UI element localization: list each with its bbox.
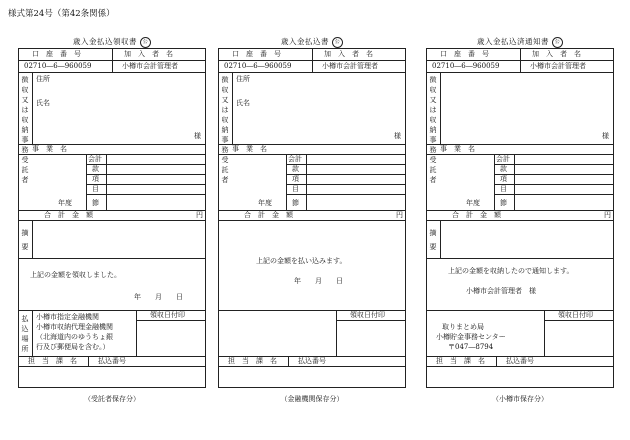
- yen-label: 円: [396, 211, 403, 219]
- footer-label: （受託者保存分）: [84, 395, 140, 403]
- year-label: 年度: [258, 199, 272, 207]
- name-label: 氏名: [36, 99, 50, 107]
- payee-name: 小樽市会計管理者: [122, 62, 178, 70]
- institution-line: 小樽市収納代理金融機関: [36, 323, 113, 331]
- collector-label: 徴収又は収納事務受託者: [429, 76, 437, 184]
- collector-label: 徴収又は収納事務受託者: [221, 76, 229, 184]
- project-name-label: 事 業 名: [440, 145, 475, 153]
- address-label: 住所: [36, 75, 50, 83]
- institution-line: 小樽市指定金融機関: [36, 313, 99, 321]
- footer-label: （金融機関保存分）: [280, 395, 344, 403]
- year-label: 年度: [58, 199, 72, 207]
- payee-heading: 加 入 者 名: [532, 50, 581, 58]
- address-label: 住所: [236, 75, 250, 83]
- budget-moku: 目: [500, 185, 507, 193]
- budget-moku: 目: [292, 185, 299, 193]
- year-label: 年度: [466, 199, 480, 207]
- seal-icon: 公: [332, 37, 343, 48]
- staff-dept-label: 担 当 課 名: [28, 357, 77, 365]
- budget-kou: 項: [92, 175, 99, 183]
- institution-line: 行及び郵便局を含む。）: [36, 343, 110, 351]
- payment-number-label: 払込番号: [298, 357, 326, 365]
- form-number-header: 様式第24号（第42条関係）: [8, 9, 115, 19]
- name-label: 氏名: [236, 99, 250, 107]
- date-line: 年 月 日: [134, 293, 183, 301]
- account-number-heading: 口 座 番 号: [32, 50, 81, 58]
- stamp-label: 領収日付印: [350, 311, 385, 319]
- total-amount-label: 合 計 金 額: [244, 211, 293, 219]
- footer-label: （小樽市保存分）: [492, 395, 548, 403]
- budget-account: 会計: [288, 155, 302, 163]
- remarks-label: 摘要: [21, 229, 29, 251]
- budget-setsu: 節: [292, 199, 299, 207]
- collection-office: 取りまとめ局: [442, 323, 484, 331]
- form-title: 歳入金払込書: [281, 37, 329, 46]
- project-name-label: 事 業 名: [32, 145, 67, 153]
- payee-name: 小樽市会計管理者: [322, 62, 378, 70]
- budget-account: 会計: [88, 155, 102, 163]
- total-amount-label: 合 計 金 額: [44, 211, 93, 219]
- receipt-message: 上記の金額を領収しました。: [30, 271, 121, 279]
- stamp-label: 領収日付印: [558, 311, 593, 319]
- sama-label: 様: [194, 132, 201, 140]
- payee-name: 小樽市会計管理者: [530, 62, 586, 70]
- budget-setsu: 節: [92, 199, 99, 207]
- payee-heading: 加 入 者 名: [324, 50, 373, 58]
- budget-kan: 款: [500, 165, 507, 173]
- sama-label: 様: [602, 132, 609, 140]
- form-title: 歳入金払込領収書: [73, 37, 137, 46]
- payment-location-label: 払込場所: [21, 315, 29, 353]
- institution-line: （北海道内のゆうちょ銀: [36, 333, 113, 341]
- budget-kan: 款: [292, 165, 299, 173]
- payment-message: 上記の金額を払い込みます。: [256, 257, 347, 265]
- form-payment-slip: [218, 37, 406, 403]
- notice-recipient: 小樽市会計管理者 様: [466, 287, 536, 295]
- collection-center: 小樽貯金事務センター: [436, 333, 506, 341]
- account-number-heading: 口 座 番 号: [440, 50, 489, 58]
- payee-heading: 加 入 者 名: [124, 50, 173, 58]
- budget-kou: 項: [500, 175, 507, 183]
- budget-kan: 款: [92, 165, 99, 173]
- budget-setsu: 節: [500, 199, 507, 207]
- payment-number-label: 払込番号: [98, 357, 126, 365]
- remarks-label: 摘要: [429, 229, 437, 251]
- yen-label: 円: [196, 211, 203, 219]
- notice-message: 上記の金額を収納したので通知します。: [448, 267, 574, 275]
- sama-label: 様: [394, 132, 401, 140]
- stamp-label: 領収日付印: [150, 311, 185, 319]
- seal-icon: 公: [552, 37, 563, 48]
- total-amount-label: 合 計 金 額: [452, 211, 501, 219]
- project-name-label: 事 業 名: [232, 145, 267, 153]
- staff-dept-label: 担 当 課 名: [228, 357, 277, 365]
- payment-number-label: 払込番号: [506, 357, 534, 365]
- form-receipt: [18, 37, 206, 403]
- staff-dept-label: 担 当 課 名: [436, 357, 485, 365]
- date-line: 年 月 日: [294, 277, 343, 285]
- form-title: 歳入金払込済通知書: [477, 37, 549, 46]
- yen-label: 円: [604, 211, 611, 219]
- collector-label: 徴収又は収納事務受託者: [21, 76, 29, 184]
- budget-kou: 項: [292, 175, 299, 183]
- postal-code: 〒047―8794: [448, 343, 494, 351]
- form-payment-notice: [426, 37, 614, 403]
- account-number: 02710―6―960059: [432, 62, 500, 70]
- account-number-heading: 口 座 番 号: [232, 50, 281, 58]
- budget-account: 会計: [496, 155, 510, 163]
- account-number: 02710―6―960059: [24, 62, 92, 70]
- seal-icon: 公: [140, 37, 151, 48]
- account-number: 02710―6―960059: [224, 62, 292, 70]
- budget-moku: 目: [92, 185, 99, 193]
